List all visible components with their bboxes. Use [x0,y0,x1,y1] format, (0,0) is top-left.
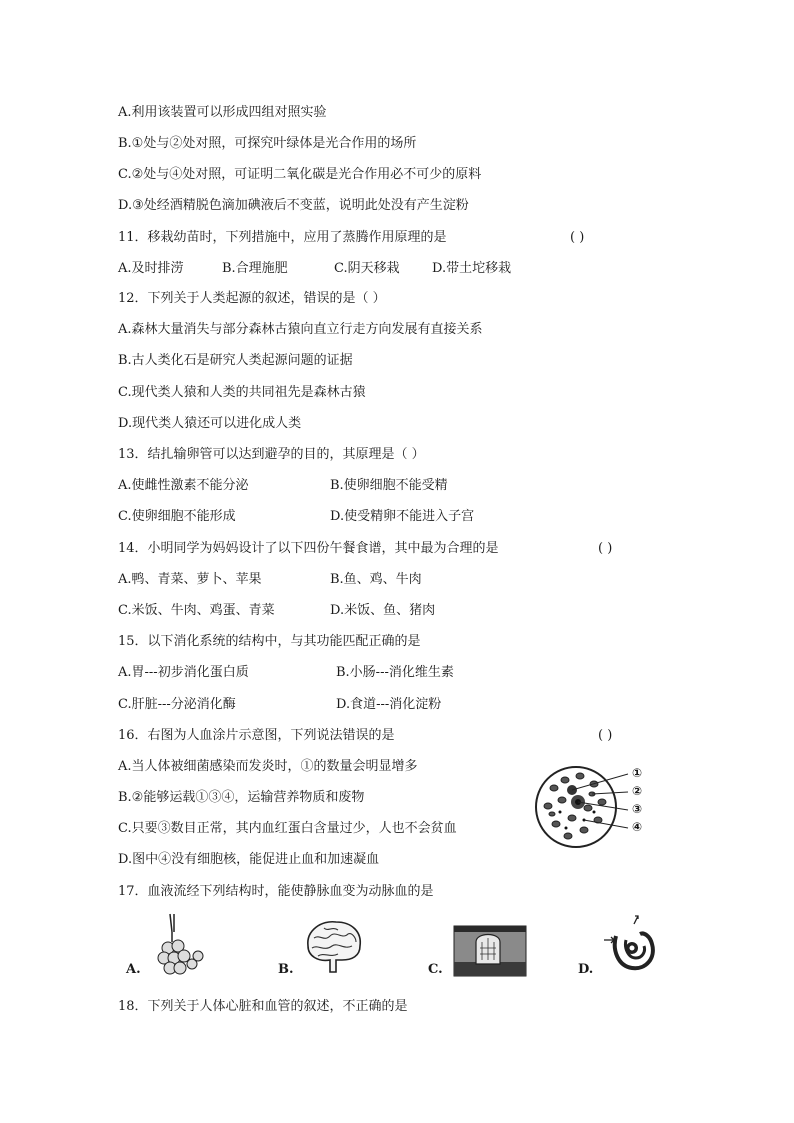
blood-smear-figure [532,762,660,852]
q10-option-c: C.②处与④处对照，可证明二氧化碳是光合作用必不可少的原料 [118,167,482,182]
q14-stem: 14．小明同学为妈妈设计了以下四份午餐食谱，其中最为合理的是 [118,541,499,556]
q16-stem: 16．右图为人血涂片示意图，下列说法错误的是 [118,728,395,743]
small-intestine-villi-icon [452,924,528,978]
q15-option-c: C.肝脏---分泌消化酶 [118,697,236,712]
q13-option-c: C.使卵细胞不能形成 [118,509,236,524]
q15-option-b: B.小肠---消化维生素 [336,665,454,680]
q12-option-c: C.现代类人猿和人类的共同祖先是森林古猿 [118,385,366,400]
q14-option-d: D.米饭、鱼、猪肉 [330,603,436,618]
q11-option-b: B.合理施肥 [222,261,288,276]
brain-icon [302,918,364,976]
figure-label-1: ① [632,766,643,780]
q16-option-d: D.图中④没有细胞核，能促进止血和加速凝血 [118,852,380,867]
q15-stem: 15．以下消化系统的结构中，与其功能匹配正确的是 [118,634,421,649]
q18-stem: 18．下列关于人体心脏和血管的叙述，不正确的是 [118,999,408,1014]
kidney-nephron-icon [600,914,666,980]
q17-option-b [276,918,366,982]
q10-option-b: B.①处与②处对照，可探究叶绿体是光合作用的场所 [118,136,417,151]
q13-option-d: D.使受精卵不能进入子宫 [330,509,475,524]
q17-option-a [122,912,212,982]
q13-option-b: B.使卵细胞不能受精 [330,478,448,493]
q10-option-d: D.③处经酒精脱色滴加碘液后不变蓝，说明此处没有产生淀粉 [118,198,469,213]
q16-option-b: B.②能够运载①③④，运输营养物质和废物 [118,790,365,805]
q16-option-c: C.只要③数目正常，其内血红蛋白含量过少，人也不会贫血 [118,821,457,836]
q15-option-d: D.食道---消化淀粉 [336,697,442,712]
q17-stem: 17．血液流经下列结构时，能使静脉血变为动脉血的是 [118,884,434,899]
figure-label-2: ② [632,784,643,798]
q12-stem: 12．下列关于人类起源的叙述，错误的是（ ） [118,291,386,306]
q10-option-a: A.利用该装置可以形成四组对照实验 [118,105,327,120]
q16-option-a: A.当人体被细菌感染而发炎时，①的数量会明显增多 [118,759,418,774]
q11-option-a: A.及时排涝 [118,261,184,276]
q11-answer-paren: ( ) [570,230,585,245]
q17-option-d-label: D. [578,962,594,977]
q13-option-a: A.使雌性激素不能分泌 [118,478,249,493]
q13-stem: 13．结扎输卵管可以达到避孕的目的，其原理是（ ） [118,447,425,462]
alveoli-icon [150,912,210,978]
q17-option-c [426,918,530,982]
q11-option-c: C.阴天移栽 [334,261,400,276]
q16-answer-paren: ( ) [598,728,613,743]
q12-option-b: B.古人类化石是研究人类起源问题的证据 [118,353,353,368]
q14-option-b: B.鱼、鸡、牛肉 [330,572,422,587]
q14-option-a: A.鸭、青菜、萝卜、苹果 [118,572,262,587]
figure-label-4: ④ [632,820,643,834]
q14-option-c: C.米饭、牛肉、鸡蛋、青菜 [118,603,275,618]
q14-answer-paren: ( ) [598,541,613,556]
q17-option-b-label: B. [278,962,294,977]
q12-option-a: A.森林大量消失与部分森林古猿向直立行走方向发展有直接关系 [118,322,483,337]
q11-option-d: D.带土坨移栽 [432,261,512,276]
q11-stem: 11．移栽幼苗时，下列措施中，应用了蒸腾作用原理的是 [118,230,447,245]
q17-option-d [576,914,668,982]
q12-option-d: D.现代类人猿还可以进化成人类 [118,416,302,431]
q17-option-c-label: C. [428,962,443,977]
q15-option-a: A.胃---初步消化蛋白质 [118,665,249,680]
q17-option-a-label: A. [126,962,141,977]
figure-label-3: ③ [632,802,643,816]
